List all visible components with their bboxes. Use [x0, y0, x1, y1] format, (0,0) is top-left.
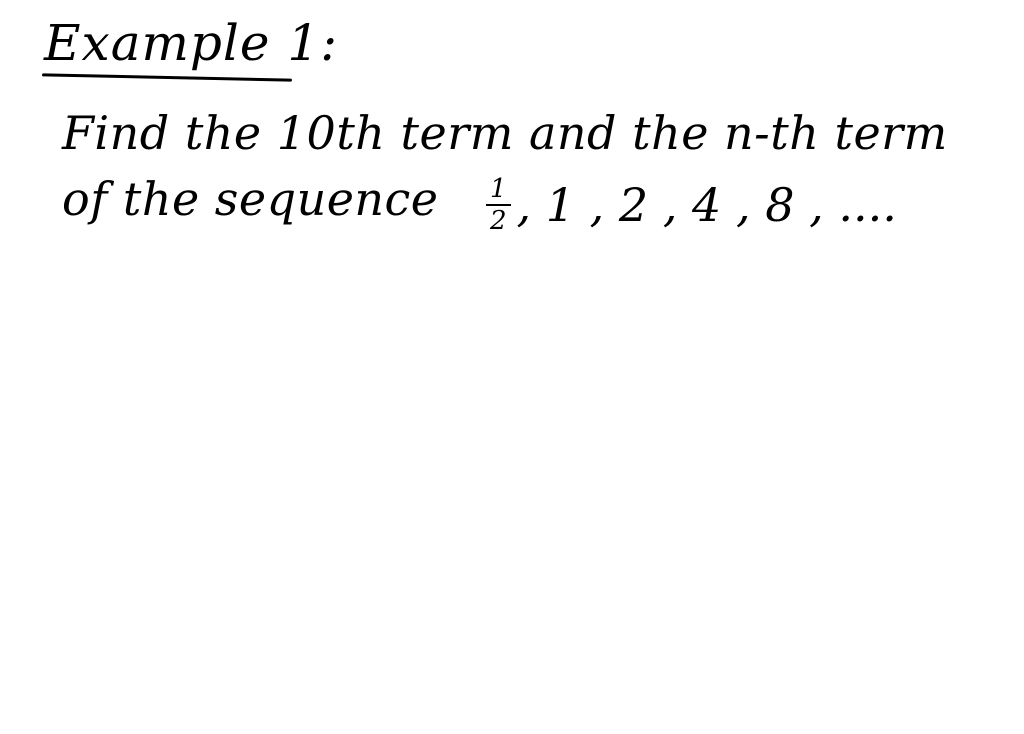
heading-underline: [42, 73, 292, 81]
sequence-terms: , 1 , 2 , 4 , 8 , ....: [516, 178, 897, 232]
example-heading: Example 1:: [44, 14, 339, 72]
problem-line-1: Find the 10th term and the n-th term: [62, 106, 948, 160]
fraction-denominator: 2: [490, 206, 507, 236]
problem-line-2: of the sequence: [62, 172, 439, 226]
fraction-one-half: [486, 176, 511, 234]
fraction-numerator: 1: [490, 174, 507, 204]
sequence-expression: [486, 176, 897, 234]
